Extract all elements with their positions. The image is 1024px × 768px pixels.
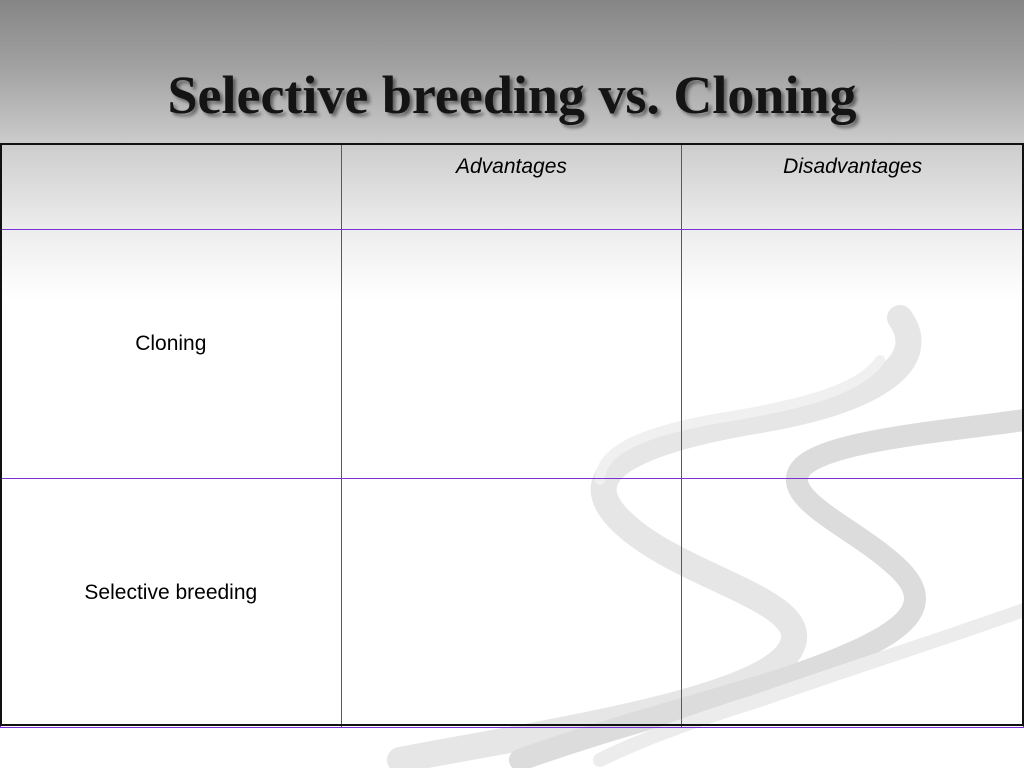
header-cell-empty <box>1 144 342 230</box>
table-row-selective-breeding <box>1 479 1024 728</box>
cell-selective-breeding-disadvantages <box>682 479 1024 728</box>
slide-title: Selective breeding vs. Cloning <box>167 65 857 125</box>
comparison-table <box>0 143 1024 728</box>
cell-selective-breeding-advantages <box>341 479 682 728</box>
cell-cloning-advantages <box>341 230 682 479</box>
table-header-row <box>1 144 1024 230</box>
row-label-selective-breeding: Selective breeding <box>1 479 342 728</box>
header-cell-advantages: Advantages <box>341 144 682 230</box>
cell-cloning-disadvantages <box>682 230 1024 479</box>
header-cell-disadvantages: Disadvantages <box>682 144 1024 230</box>
row-label-cloning: Cloning <box>1 230 342 479</box>
table-row-cloning <box>1 230 1024 479</box>
